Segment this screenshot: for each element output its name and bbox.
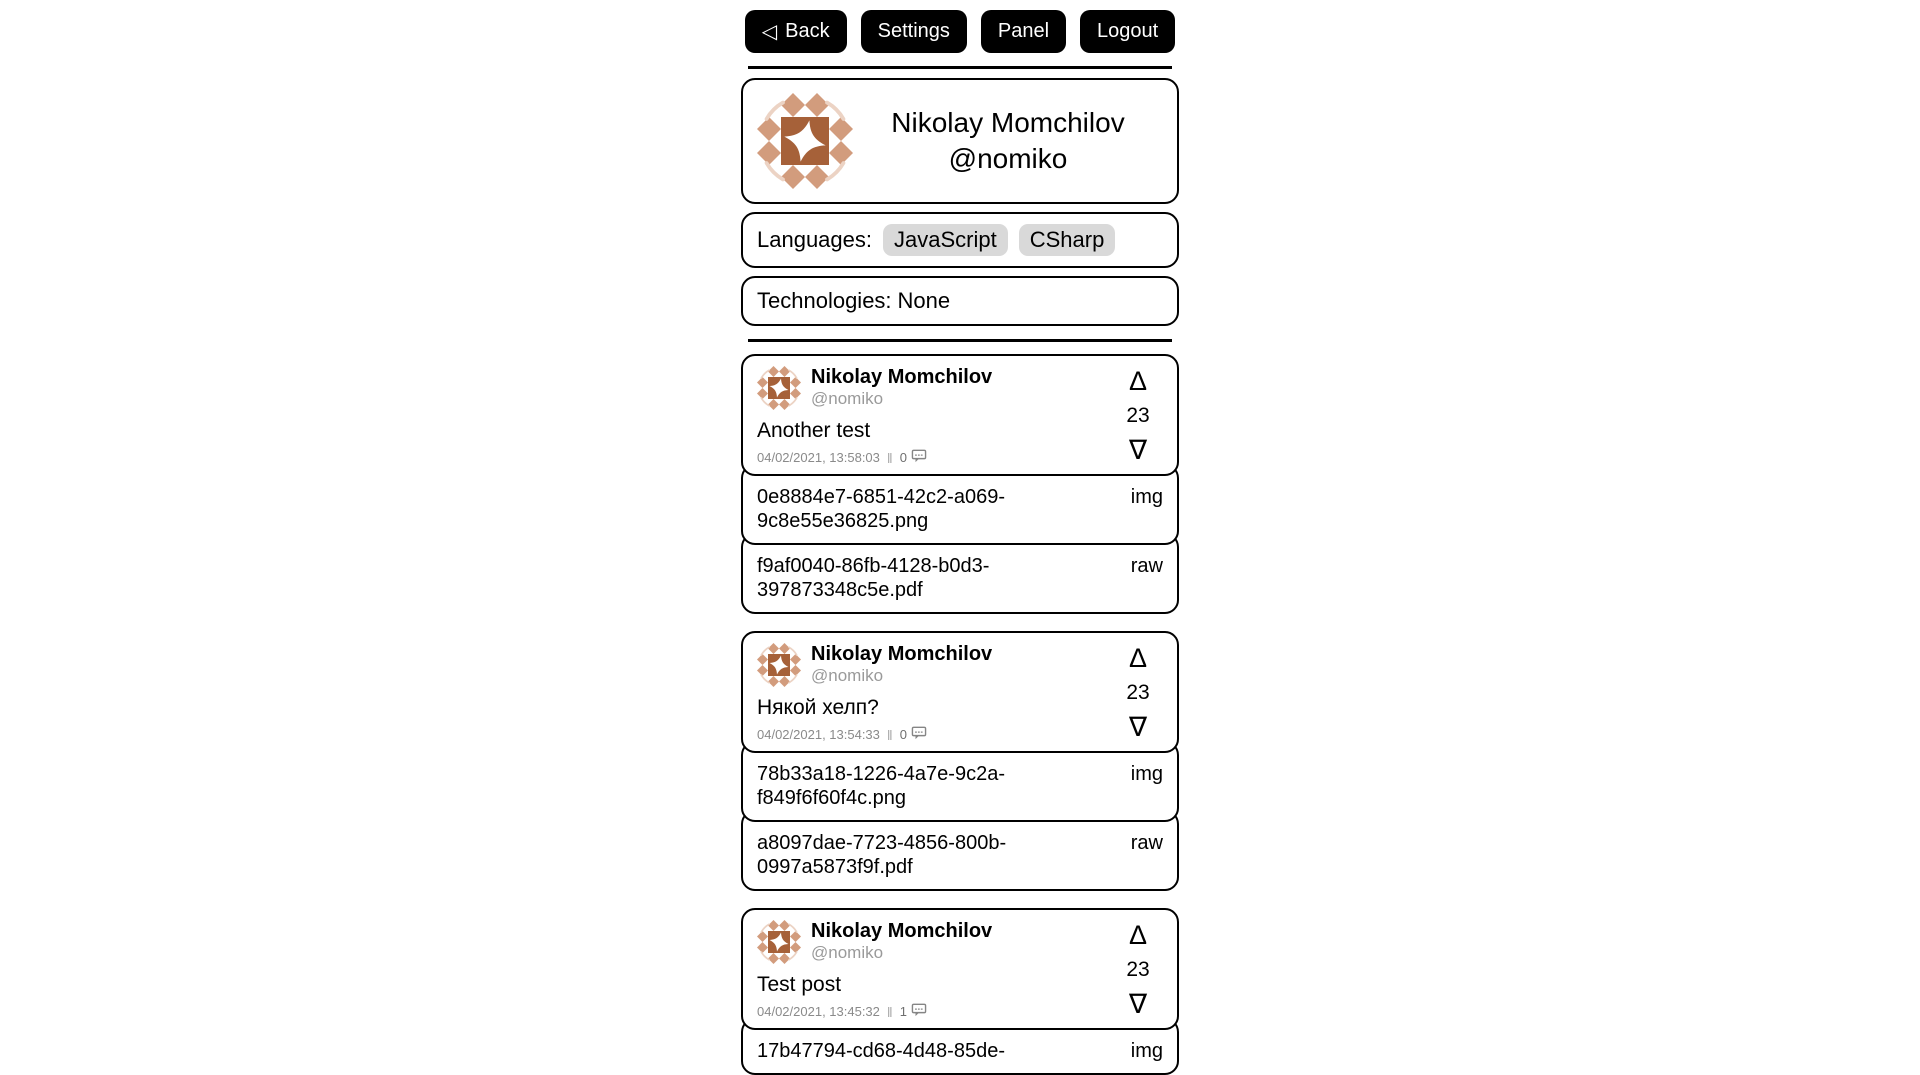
vote-column bbox=[1109, 920, 1167, 1020]
panel-button[interactable]: Panel bbox=[981, 10, 1066, 53]
logout-button[interactable]: Logout bbox=[1080, 10, 1175, 53]
post-main bbox=[757, 366, 1109, 466]
languages-card bbox=[741, 212, 1179, 268]
attachment-filename: 17b47794-cd68-4d48-85de- bbox=[757, 1040, 1005, 1062]
technologies-label: Technologies: bbox=[757, 288, 892, 313]
attachment-filename: a8097dae-7723-4856-800b-0997a5873f9f.pdf bbox=[757, 832, 1007, 878]
post-title: Another test bbox=[757, 419, 871, 442]
identicon-avatar-graphic bbox=[757, 366, 801, 410]
back-icon: ◁ bbox=[761, 21, 778, 43]
attachment-type-label: raw bbox=[1130, 832, 1163, 854]
top-divider bbox=[748, 66, 1173, 69]
languages-label: Languages: bbox=[757, 227, 872, 252]
attachment-filename: f9af0040-86fb-4128-b0d3-397873348c5e.pdf bbox=[757, 555, 990, 601]
attachments-list bbox=[741, 741, 1179, 891]
back-button[interactable] bbox=[745, 10, 847, 53]
attachment-card[interactable] bbox=[741, 533, 1179, 614]
comment-icon bbox=[911, 726, 927, 743]
identicon-avatar-graphic bbox=[757, 93, 853, 189]
profile-names bbox=[853, 105, 1163, 178]
post bbox=[741, 354, 1179, 614]
vote-count: 23 bbox=[1126, 681, 1150, 704]
attachments-list bbox=[741, 464, 1179, 614]
posts-list bbox=[741, 354, 1179, 1075]
identicon-avatar-graphic bbox=[757, 643, 801, 687]
attachment-type-label: raw bbox=[1130, 555, 1163, 577]
attachment-card[interactable] bbox=[741, 810, 1179, 891]
posts-divider bbox=[748, 339, 1173, 342]
comment-bubble-icon-graphic bbox=[911, 449, 927, 463]
attachment-type-label: img bbox=[1130, 486, 1163, 508]
post-author-handle: @nomiko bbox=[811, 666, 884, 685]
comment-bubble-icon-graphic bbox=[911, 726, 927, 740]
post-meta bbox=[757, 726, 1109, 743]
language-tags bbox=[883, 224, 1115, 256]
attachment-card[interactable] bbox=[741, 464, 1179, 545]
comment-count: 0 bbox=[899, 450, 907, 465]
post-main bbox=[757, 643, 1109, 743]
post-date: 04/02/2021, 13:54:33 bbox=[757, 727, 880, 742]
post-author-avatar bbox=[757, 366, 801, 410]
post-card[interactable] bbox=[741, 354, 1179, 476]
upvote-button[interactable]: Δ bbox=[1128, 643, 1148, 673]
comment-bubble-icon-graphic bbox=[911, 1003, 927, 1017]
post-title: Някой хелп? bbox=[757, 696, 879, 719]
attachment-type-label: img bbox=[1130, 1040, 1163, 1062]
comment-count: 0 bbox=[899, 727, 907, 742]
meta-separator: ‖ bbox=[886, 726, 893, 743]
technologies-card bbox=[741, 276, 1179, 326]
upvote-button[interactable]: Δ bbox=[1128, 920, 1148, 950]
downvote-button[interactable]: ∇ bbox=[1128, 712, 1148, 742]
post-date: 04/02/2021, 13:58:03 bbox=[757, 450, 880, 465]
attachment-filename: 0e8884e7-6851-42c2-a069-9c8e55e36825.png bbox=[757, 486, 1005, 532]
attachment-filename: 78b33a18-1226-4a7e-9c2a-f849f6f60f4c.png bbox=[757, 763, 1005, 809]
language-tag: CSharp bbox=[1019, 224, 1116, 256]
vote-column bbox=[1109, 643, 1167, 743]
post-author-name: Nikolay Momchilov bbox=[811, 643, 993, 665]
profile-card bbox=[741, 78, 1179, 204]
post-meta bbox=[757, 449, 1109, 466]
back-button-label: Back bbox=[785, 20, 830, 42]
language-tag: JavaScript bbox=[883, 224, 1008, 256]
settings-button[interactable]: Settings bbox=[861, 10, 967, 53]
profile-page bbox=[741, 0, 1179, 1075]
profile-handle: @nomiko bbox=[948, 143, 1068, 174]
vote-count: 23 bbox=[1126, 958, 1150, 981]
profile-name: Nikolay Momchilov bbox=[891, 106, 1125, 138]
post-card[interactable] bbox=[741, 631, 1179, 753]
post bbox=[741, 631, 1179, 891]
post-author-handle: @nomiko bbox=[811, 943, 884, 962]
post-author-avatar bbox=[757, 920, 801, 964]
meta-separator: ‖ bbox=[886, 1003, 893, 1020]
post-author-name: Nikolay Momchilov bbox=[811, 920, 993, 942]
post-author-handle: @nomiko bbox=[811, 389, 884, 408]
meta-separator: ‖ bbox=[886, 449, 893, 466]
attachment-type-label: img bbox=[1130, 763, 1163, 785]
post bbox=[741, 908, 1179, 1075]
post-title: Test post bbox=[757, 973, 842, 996]
post-author-name: Nikolay Momchilov bbox=[811, 366, 993, 388]
post-author-avatar bbox=[757, 643, 801, 687]
attachment-card[interactable] bbox=[741, 741, 1179, 822]
post-main bbox=[757, 920, 1109, 1020]
technologies-value: None bbox=[897, 288, 951, 313]
downvote-button[interactable]: ∇ bbox=[1128, 435, 1148, 465]
comment-count: 1 bbox=[899, 1004, 907, 1019]
vote-count: 23 bbox=[1126, 404, 1150, 427]
post-date: 04/02/2021, 13:45:32 bbox=[757, 1004, 880, 1019]
profile-avatar bbox=[757, 93, 853, 189]
comment-icon bbox=[911, 449, 927, 466]
toolbar bbox=[741, 10, 1179, 53]
downvote-button[interactable]: ∇ bbox=[1128, 989, 1148, 1019]
vote-column bbox=[1109, 366, 1167, 466]
upvote-button[interactable]: Δ bbox=[1128, 366, 1148, 396]
identicon-avatar-graphic bbox=[757, 920, 801, 964]
